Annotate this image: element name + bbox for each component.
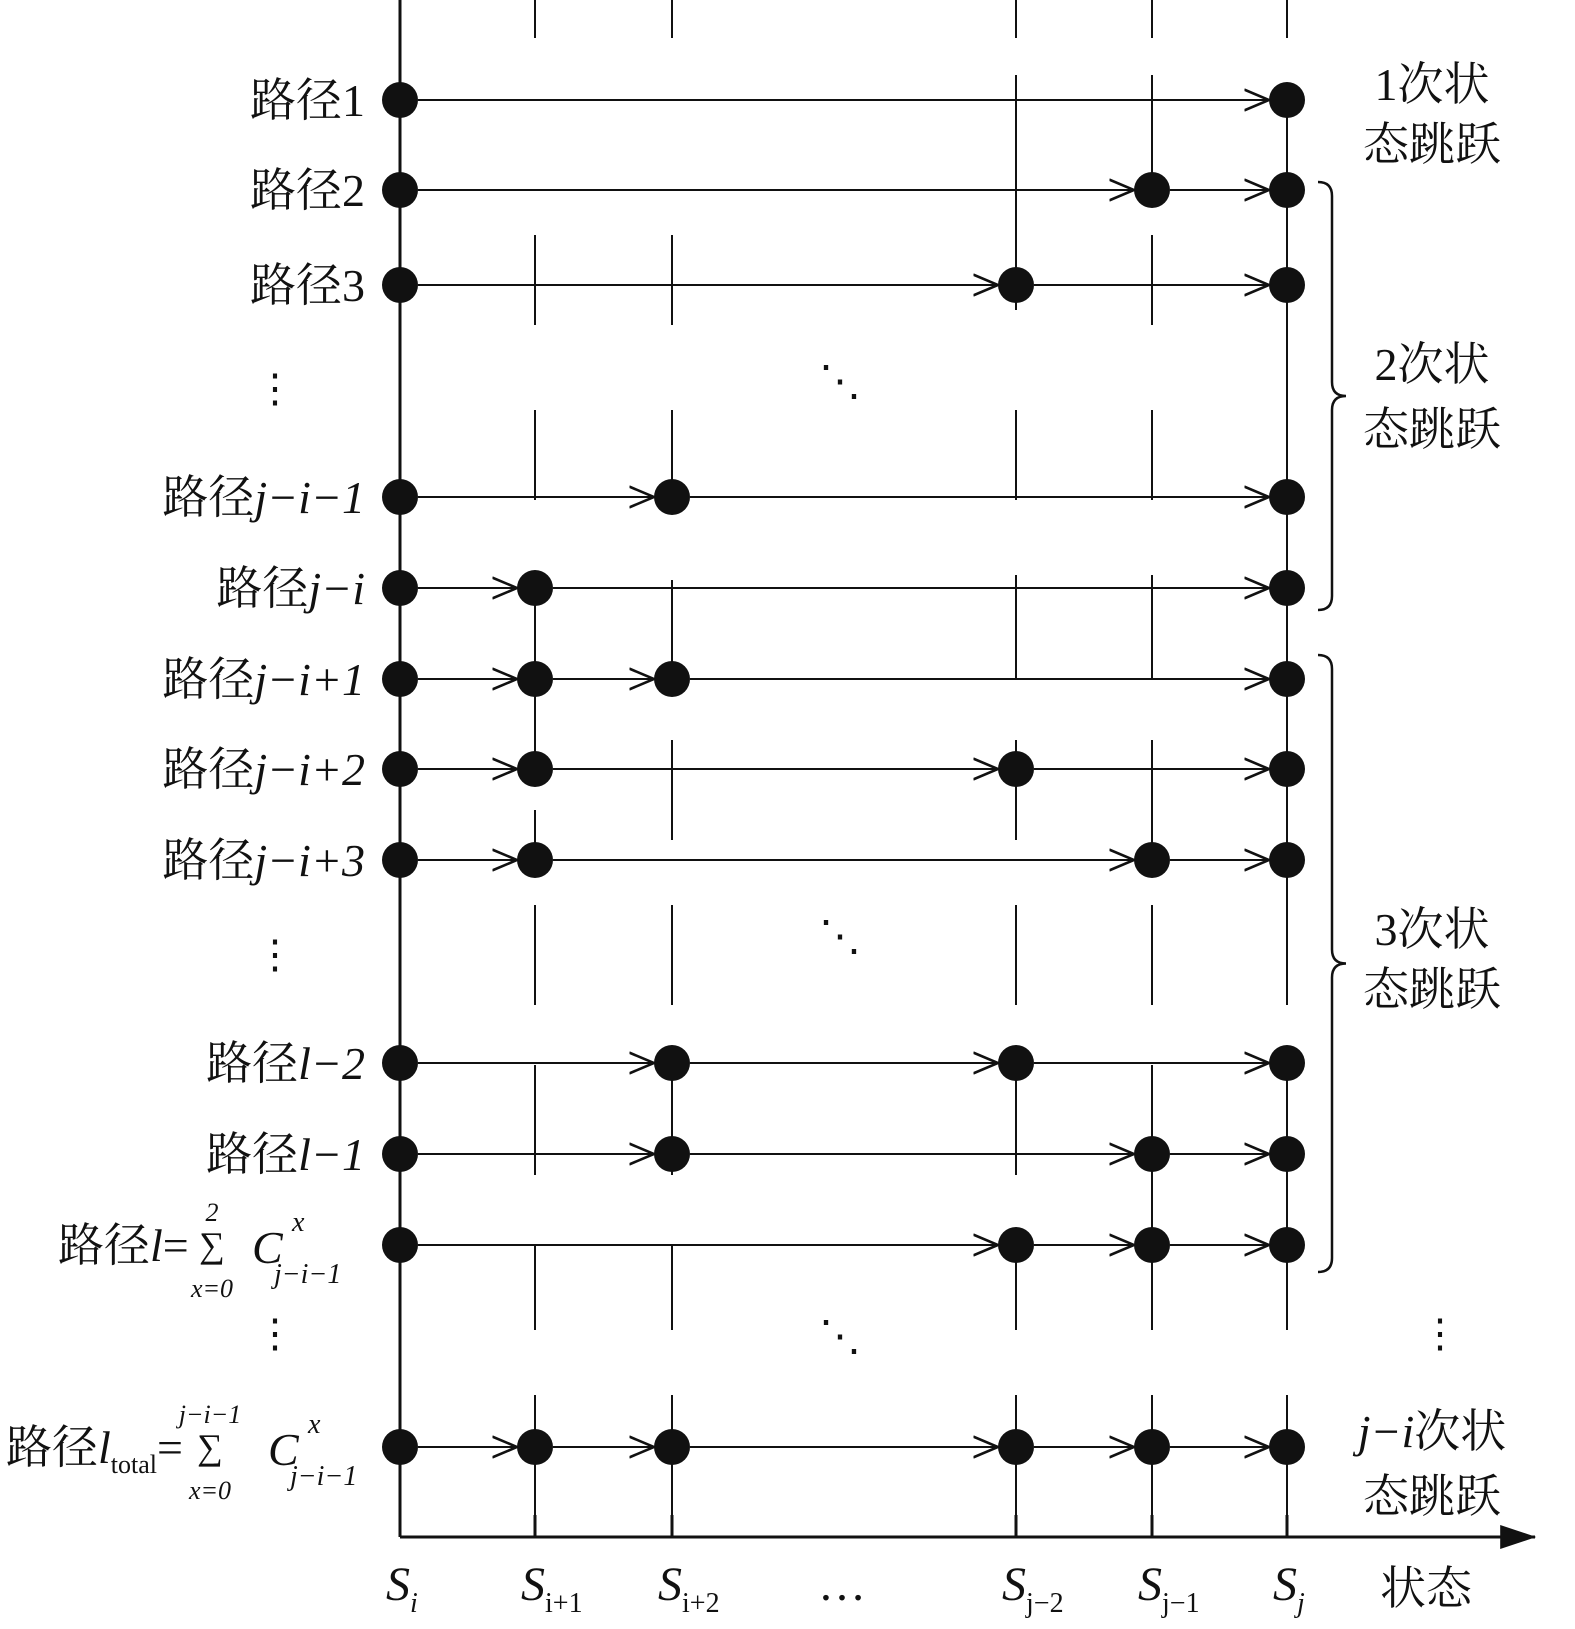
path-node [1134,842,1170,878]
path-node [998,1045,1034,1081]
brace-2-jumps [1318,182,1346,610]
vertical-ellipsis-3: ⋮ [255,1311,295,1356]
path-label-4 [162,472,365,523]
state-label-dots [818,1558,866,1611]
path-node [382,479,418,515]
path-suffix: l−1 [298,1129,365,1180]
path-label-10 [206,1129,365,1180]
state-main: S [386,1558,410,1611]
path-labels [6,75,365,1505]
path-row-7 [382,751,1305,787]
path-node [382,172,418,208]
path-label-6 [162,654,365,705]
path-prefix: 路径 [206,1038,299,1089]
path-node [1134,1227,1170,1263]
group-line1-4 [1353,1406,1507,1457]
brace-3-jumps [1318,655,1346,1272]
path-suffix: 3 [342,260,365,311]
path-label-3 [250,260,365,311]
state-main: S [1273,1558,1297,1611]
path-row-10 [382,1136,1305,1172]
sum-lower: x=0 [188,1476,232,1505]
path-node [382,570,418,606]
path-suffix: j−i [308,563,365,614]
combination-symbol: C [252,1222,283,1273]
path-node [1269,1227,1305,1263]
path-label-1 [250,75,365,126]
path-row-11 [382,1227,1305,1263]
state-sub: j−2 [1026,1588,1064,1619]
diagonal-ellipsis-2: ⋱ [819,914,861,960]
path-row-3 [382,267,1305,303]
path-suffix: l [150,1220,163,1271]
state-label-sj2 [1002,1558,1064,1619]
path-node [998,1429,1034,1465]
path-node [1269,172,1305,208]
path-row-2 [382,172,1305,208]
path-node [517,570,553,606]
state-main: S [658,1558,682,1611]
diagonal-ellipsis-1: ⋱ [819,359,861,405]
path-label-2 [250,165,365,216]
state-label-si [386,1558,418,1619]
sum-symbol: ∑ [197,1427,223,1467]
state-sub: i+1 [545,1588,583,1619]
combination-sub: j−i−1 [274,1259,342,1290]
group-line1-3: 3次状 [1374,904,1490,955]
path-prefix: 路径 [216,563,309,614]
path-node [1269,1045,1305,1081]
state-sub: i [410,1588,418,1619]
path-prefix: 路径 [250,75,342,126]
path-node [382,1227,418,1263]
group-line2-4: 态跳跃 [1363,1471,1501,1522]
path-node [382,661,418,697]
path-label-9 [206,1038,365,1089]
state-labels [386,1558,1473,1619]
path-label-main [58,1220,189,1271]
path-node [382,842,418,878]
path-node [382,82,418,118]
path-label-5 [216,563,365,614]
group-line2-2: 态跳跃 [1363,404,1501,455]
group-text: 次状 [1414,1406,1507,1457]
path-node [382,1045,418,1081]
path-label-8 [162,835,365,886]
sum-symbol: ∑ [199,1225,225,1265]
state-main: S [1138,1558,1162,1611]
path-node [1269,267,1305,303]
path-row-12 [382,1429,1305,1465]
path-node [1269,751,1305,787]
path-node [517,842,553,878]
path-prefix: 路径 [250,260,342,311]
path-row-5 [382,570,1305,606]
sum-upper: j−i−1 [178,1400,242,1429]
group-line1-1: 1次状 [1374,59,1490,110]
path-node [382,1429,418,1465]
group-var: j−i [1357,1406,1415,1457]
path-node [517,1429,553,1465]
vertical-ellipsis-4: ⋮ [1420,1311,1460,1356]
path-prefix: 路径 [206,1129,299,1180]
path-prefix: 路径 [162,472,255,523]
path-node [517,751,553,787]
path-row-4 [382,479,1305,515]
path-row-6 [382,661,1305,697]
sum-upper: 2 [205,1198,219,1227]
equals-sign: = [157,1422,183,1473]
path-node [1134,172,1170,208]
path-prefix: 路径 [6,1422,98,1473]
path-suffix: 2 [342,165,365,216]
state-label-si2 [658,1558,720,1619]
path-row-1 [382,82,1305,118]
path-prefix: 路径 [162,654,255,705]
path-node [998,267,1034,303]
state-sub: j−1 [1162,1588,1200,1619]
diagonal-ellipsis-3: ⋱ [819,1314,861,1360]
path-node [1134,1136,1170,1172]
path-suffix: l−2 [298,1038,365,1089]
path-label-11 [58,1198,341,1303]
group-line1-2: 2次状 [1374,339,1490,390]
path-node [654,1045,690,1081]
vertical-ellipsis-1: ⋮ [255,366,295,411]
path-label-7 [162,744,365,795]
path-node [654,1429,690,1465]
path-prefix: 路径 [250,165,342,216]
path-suffix: l [98,1422,111,1473]
path-node [517,661,553,697]
path-node [1269,842,1305,878]
state-main: S [521,1558,545,1611]
state-sub: i+2 [682,1588,720,1619]
path-prefix: 路径 [58,1220,150,1271]
group-line2-3: 态跳跃 [1363,964,1501,1015]
combination-sup: x [308,1409,321,1440]
state-main: … [818,1558,866,1611]
state-sub: j [1297,1588,1305,1619]
path-node [654,479,690,515]
path-row-9 [382,1045,1305,1081]
path-node [1269,570,1305,606]
axis-label: 状态 [1380,1563,1472,1614]
path-node [1269,479,1305,515]
path-node [998,751,1034,787]
path-node [1269,82,1305,118]
vertical-ellipsis-2: ⋮ [255,932,295,977]
path-node [1269,1136,1305,1172]
path-row-8 [382,842,1305,878]
state-label-sj1 [1138,1558,1200,1619]
path-node [382,751,418,787]
combination-symbol: C [268,1424,299,1475]
path-node [654,1136,690,1172]
path-suffix: j−i+3 [254,835,365,886]
path-suffix: j−i+2 [254,744,365,795]
path-suffix-sub: total [110,1450,157,1479]
combination-sub: j−i−1 [290,1461,358,1492]
path-node [1269,1429,1305,1465]
combination-sup: x [292,1207,305,1238]
path-suffix: 1 [342,75,365,126]
path-node [654,661,690,697]
state-label-si1 [521,1558,583,1619]
state-label-sj [1273,1558,1305,1619]
path-node [998,1227,1034,1263]
path-node [382,267,418,303]
path-node [1134,1429,1170,1465]
path-rows [382,82,1305,1465]
group-line2-1: 态跳跃 [1363,119,1501,170]
path-suffix: j−i−1 [254,472,365,523]
sum-lower: x=0 [190,1274,234,1303]
path-suffix: j−i+1 [254,654,365,705]
path-prefix: 路径 [162,835,255,886]
path-label-12 [6,1400,357,1505]
jump-count-groups [1318,59,1506,1522]
path-node [382,1136,418,1172]
path-node [1269,661,1305,697]
path-label-main [6,1422,183,1479]
state-main: S [1002,1558,1026,1611]
path-prefix: 路径 [162,744,255,795]
equals-sign: = [162,1220,189,1271]
